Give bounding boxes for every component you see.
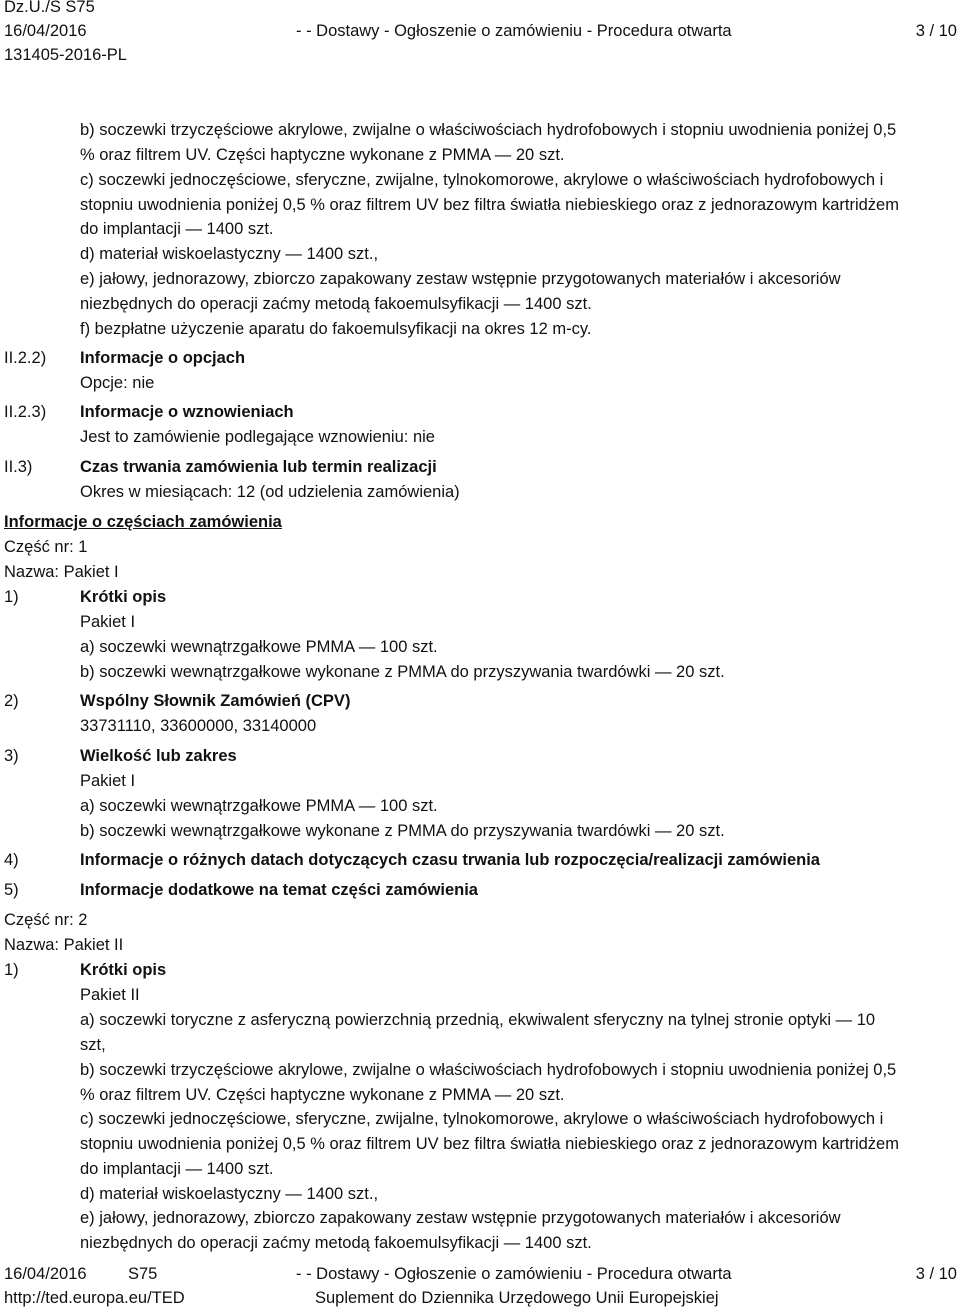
lot-text-line: Pakiet II [80,986,140,1004]
lot-text-line: b) soczewki wewnątrzgałkowe wykonane z PMMA do przyszywania twardówki — 20 szt. [80,822,725,840]
header-page: 3 / 10 [915,22,957,40]
lot-text-line: % oraz filtrem UV. Części haptyczne wykonane z PMMA — 20 szt. [80,1086,565,1104]
section-text-renewals: Jest to zamówienie podlegające wznowieniu: nie [80,428,435,446]
lot-text-line: e) jałowy, jednorazowy, zbiorczo zapakowany zestaw wstępnie przygotowanych materiałów i akcesoriów [80,1209,841,1227]
lot-section-title: Informacje dodatkowe na temat części zamówienia [80,881,478,899]
lot-section-number: 3) [4,747,19,765]
section-number-duration: II.3) [4,458,33,476]
cpv-codes: 33731110, 33600000, 33140000 [80,717,317,735]
lot-text-line: szt, [80,1036,106,1054]
footer-date: 16/04/2016 [4,1265,87,1283]
desc-line: stopniu uwodnienia poniżej 0,5 % oraz filtrem UV bez filtra światła niebieskiego oraz z jednorazowym kartridżem [80,196,899,214]
section-number-renewals: II.2.3) [4,403,47,421]
desc-line: e) jałowy, jednorazowy, zbiorczo zapakowany zestaw wstępnie przygotowanych materiałów i akcesoriów [80,270,841,288]
lot-text-line: a) soczewki wewnątrzgałkowe PMMA — 100 szt. [80,638,438,656]
lot-section-title: Wielkość lub zakres [80,747,237,765]
lot-name: Nazwa: Pakiet I [4,563,119,581]
lot-section-number: 5) [4,881,19,899]
section-title-options: Informacje o opcjach [80,349,246,367]
lot-section-title: Wspólny Słownik Zamówień (CPV) [80,692,351,710]
lot-text-line: do implantacji — 1400 szt. [80,1160,274,1178]
header-title: - - Dostawy - Ogłoszenie o zamówieniu - Procedura otwarta [296,22,732,40]
lot-text-line: stopniu uwodnienia poniżej 0,5 % oraz filtrem UV bez filtra światła niebieskiego oraz z jednorazowym kartridżem [80,1135,899,1153]
desc-line: c) soczewki jednoczęściowe, sferyczne, zwijalne, tylnokomorowe, akrylowe o właściwościach hydrofobowych i [80,171,884,189]
lot-section-number: 1) [4,588,19,606]
footer-url[interactable]: http://ted.europa.eu/TED [4,1289,185,1307]
desc-line: % oraz filtrem UV. Części haptyczne wykonane z PMMA — 20 szt. [80,146,565,164]
desc-line: niezbędnych do operacji zaćmy metodą fakoemulsyfikacji — 1400 szt. [80,295,592,313]
desc-line: b) soczewki trzyczęściowe akrylowe, zwijalne o właściwościach hydrofobowych i stopniu uwodnienia poniżej 0,5 [80,121,897,139]
desc-line: do implantacji — 1400 szt. [80,220,274,238]
lot-name: Nazwa: Pakiet II [4,936,124,954]
lot-section-number: 1) [4,961,19,979]
section-number-options: II.2.2) [4,349,47,367]
lot-text-line: b) soczewki trzyczęściowe akrylowe, zwijalne o właściwościach hydrofobowych i stopniu uwodnienia poniżej 0,5 [80,1061,897,1079]
desc-line: f) bezpłatne użyczenie aparatu do fakoemulsyfikacji na okres 12 m-cy. [80,320,592,338]
lot-section-title: Krótki opis [80,961,167,979]
section-text-duration: Okres w miesiącach: 12 (od udzielenia zamówienia) [80,483,460,501]
lots-heading: Informacje o częściach zamówienia [4,513,282,531]
lot-text-line: b) soczewki wewnątrzgałkowe wykonane z PMMA do przyszywania twardówki — 20 szt. [80,663,725,681]
section-text-options: Opcje: nie [80,374,155,392]
lot-number: Część nr: 1 [4,538,88,556]
section-title-renewals: Informacje o wznowieniach [80,403,294,421]
header-date: 16/04/2016 [4,22,87,40]
lot-section-title: Informacje o różnych datach dotyczących czasu trwania lub rozpoczęcia/realizacji zamówienia [80,851,820,869]
lot-section-number: 2) [4,692,19,710]
journal-ref: Dz.U./S S75 [4,0,95,16]
lot-section-title: Krótki opis [80,588,167,606]
lot-text-line: Pakiet I [80,613,136,631]
lot-number: Część nr: 2 [4,911,88,929]
lot-text-line: c) soczewki jednoczęściowe, sferyczne, zwijalne, tylnokomorowe, akrylowe o właściwościach hydrofobowych i [80,1110,884,1128]
footer-supplement: Suplement do Dziennika Urzędowego Unii Europejskiej [315,1289,719,1307]
lot-text-line: a) soczewki toryczne z asferyczną powierzchnią przednią, ekwiwalent sferyczny na tylnej stronie optyki — 10 [80,1011,876,1029]
desc-line: d) materiał wiskoelastyczny — 1400 szt., [80,245,379,263]
section-title-duration: Czas trwania zamówienia lub termin realizacji [80,458,437,476]
footer-title: - - Dostawy - Ogłoszenie o zamówieniu - Procedura otwarta [296,1265,732,1283]
lot-section-number: 4) [4,851,19,869]
lot-text-line: a) soczewki wewnątrzgałkowe PMMA — 100 szt. [80,797,438,815]
lot-text-line: Pakiet I [80,772,136,790]
notice-id: 131405-2016-PL [4,46,127,64]
lot-text-line: d) materiał wiskoelastyczny — 1400 szt., [80,1185,379,1203]
footer-page: 3 / 10 [915,1265,957,1283]
footer-journal: S75 [128,1265,158,1283]
lot-text-line: niezbędnych do operacji zaćmy metodą fakoemulsyfikacji — 1400 szt. [80,1234,592,1252]
